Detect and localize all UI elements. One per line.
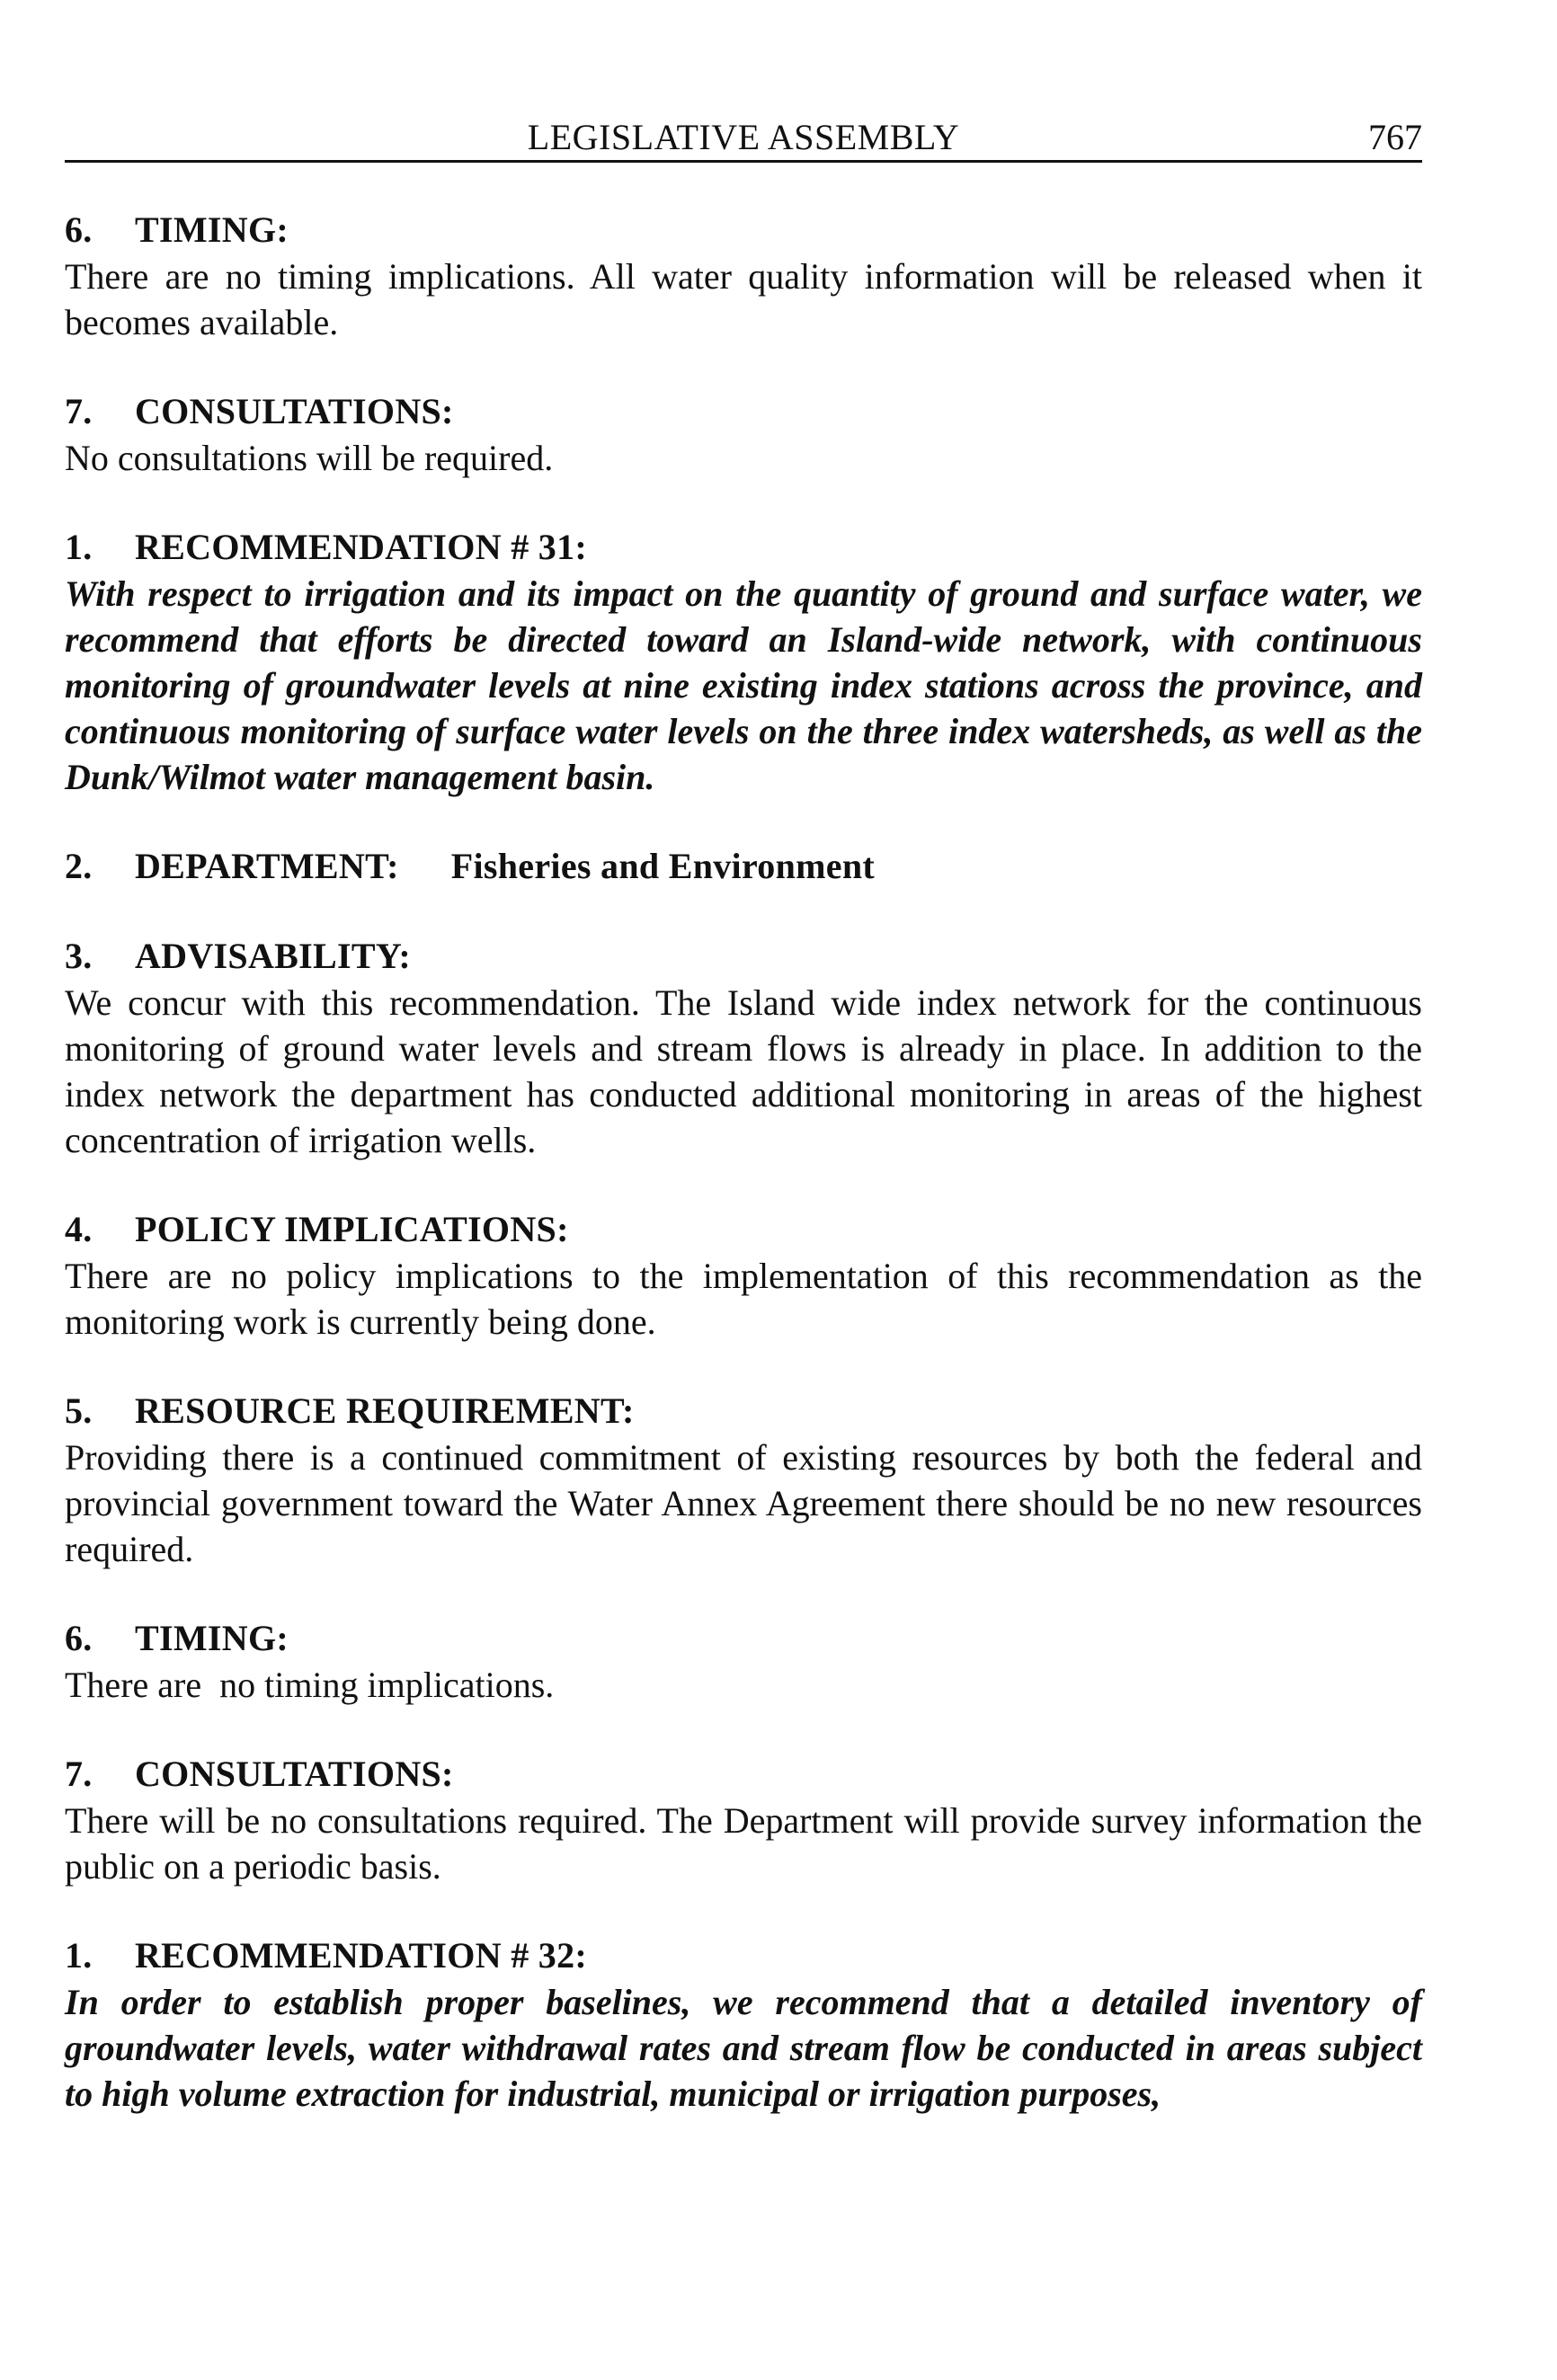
recommendation-text: In order to establish proper baselines, we recommend that a detailed inventory of groundwater levels, water withdrawal rates and stream flow be conducted in areas subject to high volume extraction for industrial, municipal or irrigation purposes, (65, 1982, 1422, 2114)
section-text: There are no timing implications. All water quality information will be released when it becomes available. (65, 256, 1422, 342)
section-heading (65, 1206, 1422, 1253)
running-title: LEGISLATIVE ASSEMBLY (527, 117, 960, 157)
section-heading (65, 524, 1422, 571)
section-number: 7. (65, 1754, 93, 1794)
section-number: 6. (65, 209, 93, 250)
section-heading (65, 388, 1422, 435)
section-title: POLICY IMPLICATIONS: (135, 1209, 569, 1249)
page-number: 767 (1368, 117, 1422, 157)
section-policy-implications (65, 1206, 1422, 1345)
section-heading (65, 1615, 1422, 1662)
section-department (65, 843, 1422, 890)
section-heading (65, 1751, 1422, 1798)
section-consultations (65, 388, 1422, 481)
section-number: 4. (65, 1209, 93, 1249)
section-text: We concur with this recommendation. The Island wide index network for the continuous monitoring of ground water levels and stream flows is already in place. In addition to the index network the department has conducted additional monitoring in areas of the highest concentration of irrigation wells. (65, 982, 1422, 1160)
section-heading (65, 843, 1422, 890)
section-text: No consultations will be required. (65, 438, 554, 478)
section-advisability (65, 933, 1422, 1163)
section-number: 2. (65, 846, 93, 886)
section-recommendation-31 (65, 524, 1422, 800)
section-title: RECOMMENDATION # 32: (135, 1935, 588, 1976)
section-heading (65, 933, 1422, 980)
section-number: 3. (65, 936, 93, 976)
section-title: RESOURCE REQUIREMENT: (135, 1390, 635, 1431)
section-recommendation-32 (65, 1932, 1422, 2117)
section-title: CONSULTATIONS: (135, 1754, 454, 1794)
section-resource-requirement (65, 1388, 1422, 1572)
section-title: RECOMMENDATION # 31: (135, 527, 588, 567)
section-number: 7. (65, 391, 93, 431)
department-name: Fisheries and Environment (450, 846, 875, 886)
section-text: There are no timing implications. (65, 1665, 555, 1705)
section-text: Providing there is a continued commitment of existing resources by both the federal and provincial government toward the Water Annex Agreement there should be no new resources required. (65, 1437, 1422, 1569)
section-number: 1. (65, 1935, 93, 1976)
section-title: CONSULTATIONS: (135, 391, 454, 431)
section-timing (65, 1615, 1422, 1708)
section-number: 1. (65, 527, 93, 567)
section-text: There will be no consultations required. The Department will provide survey information the public on a periodic basis. (65, 1800, 1422, 1887)
section-text: There are no policy implications to the implementation of this recommendation as the monitoring work is currently being done. (65, 1256, 1422, 1342)
section-heading (65, 1388, 1422, 1434)
document-body (65, 207, 1422, 2160)
section-number: 5. (65, 1390, 93, 1431)
section-heading (65, 1932, 1422, 1979)
section-title: ADVISABILITY: (135, 936, 411, 976)
section-title: DEPARTMENT: (135, 846, 399, 886)
document-page (65, 0, 1422, 2380)
section-title: TIMING: (135, 209, 289, 250)
section-title: TIMING: (135, 1618, 289, 1658)
section-consultations (65, 1751, 1422, 1889)
running-header (65, 115, 1422, 163)
recommendation-text: With respect to irrigation and its impact on the quantity of ground and surface water, we recommend that efforts be directed toward an Island-wide network, with continuous monitoring of groundwater levels at nine existing index stations across the province, and continuous monitoring of surface water levels on the three index watersheds, as well as the Dunk/Wilmot water management basin. (65, 573, 1422, 797)
section-number: 6. (65, 1618, 93, 1658)
section-timing (65, 207, 1422, 345)
section-heading (65, 207, 1422, 253)
